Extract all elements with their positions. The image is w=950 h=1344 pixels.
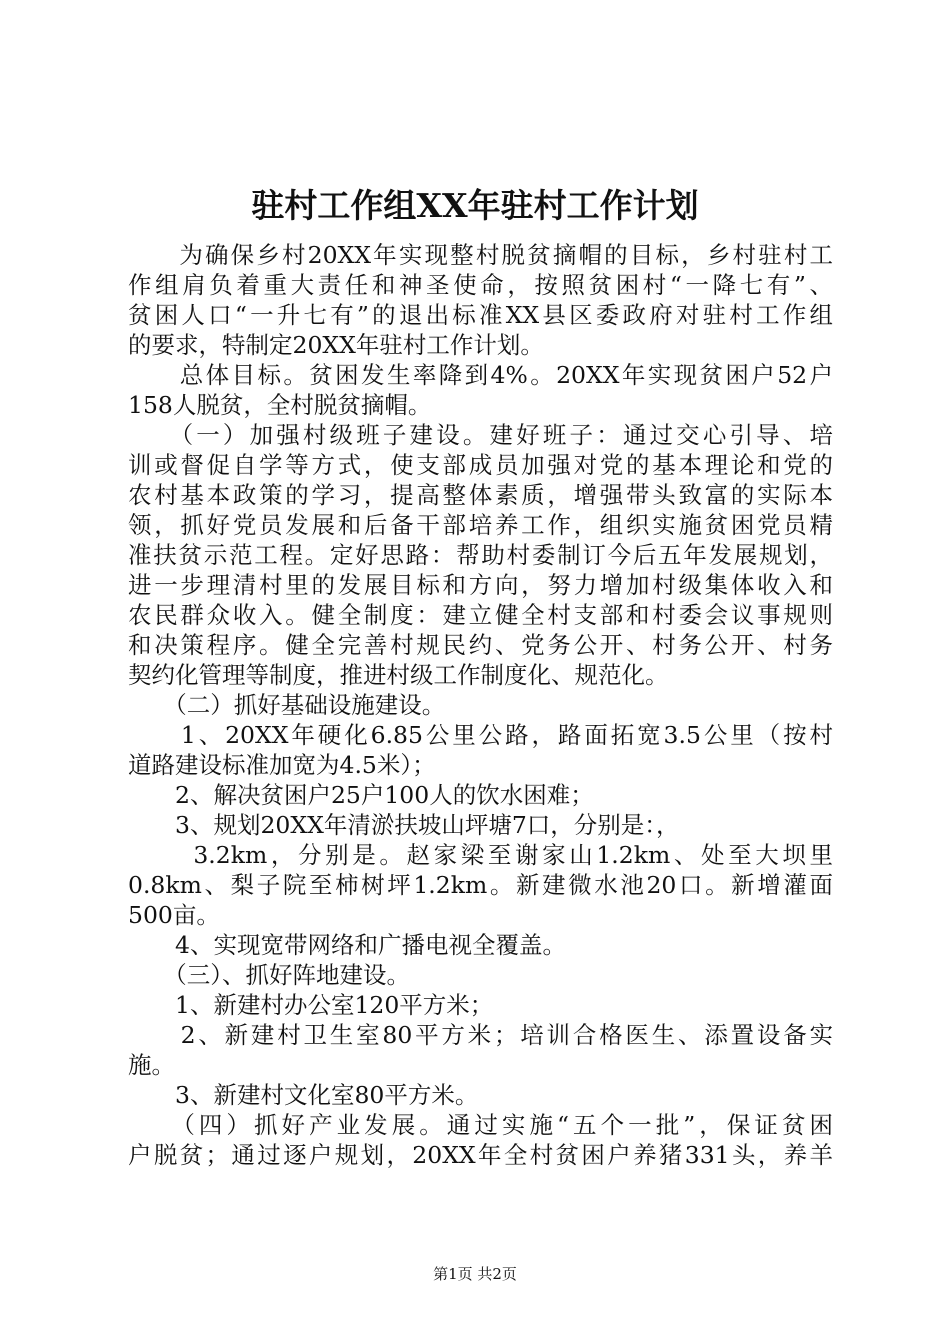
body-line: 契约化管理等制度，推进村级工作制度化、规范化。	[128, 661, 669, 689]
body-line: （三）、抓好阵地建设。	[128, 961, 410, 989]
document-body	[128, 240, 833, 1170]
body-line: 进一步理清村里的发展目标和方向，努力增加村级集体收入和	[128, 571, 833, 599]
body-line: 和决策程序。健全完善村规民约、党务公开、村务公开、村务	[128, 631, 833, 659]
page-footer: 第1页 共2页	[433, 1265, 517, 1283]
body-line: 农民群众收入。健全制度：建立健全村支部和村委会议事规则	[128, 601, 833, 629]
body-line: 领，抓好党员发展和后备干部培养工作，组织实施贫困党员精	[128, 511, 833, 539]
body-line: 农村基本政策的学习，提高整体素质，增强带头致富的实际本	[128, 481, 833, 509]
body-line: 2、新建村卫生室80平方米；培训合格医生、添置设备实	[128, 1021, 833, 1049]
body-line: 作组肩负着重大责任和神圣使命，按照贫困村“一降七有”、	[128, 271, 833, 299]
body-line: 道路建设标准加宽为4.5米）；	[128, 751, 436, 779]
body-line: 158人脱贫，全村脱贫摘帽。	[128, 391, 432, 419]
document-title: 驻村工作组XX年驻村工作计划	[251, 186, 699, 225]
body-line: 3、规划20XX年清淤扶坡山坪塘7口，分别是：，	[128, 811, 680, 839]
body-line: 3.2km，分别是。赵家梁至谢家山1.2km、处至大坝里	[128, 841, 833, 869]
body-line: 户脱贫；通过逐户规划，20XX年全村贫困户养猪331头，养羊	[128, 1141, 833, 1169]
body-line: 施。	[128, 1051, 175, 1079]
body-line: 500亩。	[128, 901, 220, 929]
body-line: 总体目标。贫困发生率降到4%。20XX年实现贫困户52户	[128, 361, 833, 389]
body-line: 的要求，特制定20XX年驻村工作计划。	[128, 331, 544, 359]
body-line: 1、20XX年硬化6.85公里公路，路面拓宽3.5公里（按村	[128, 721, 833, 749]
body-line: 4、实现宽带网络和广播电视全覆盖。	[128, 931, 566, 959]
body-line: 贫困人口“一升七有”的退出标准XX县区委政府对驻村工作组	[128, 301, 833, 329]
body-line: 为确保乡村20XX年实现整村脱贫摘帽的目标，乡村驻村工	[128, 241, 833, 269]
body-line: 0.8km、梨子院至柿树坪1.2km。新建微水池20口。新增灌面	[128, 871, 833, 899]
body-line: （一）加强村级班子建设。建好班子：通过交心引导、培	[128, 421, 833, 449]
body-line: （二）抓好基础设施建设。	[128, 691, 446, 719]
body-line: 1、新建村办公室120平方米；	[128, 991, 494, 1019]
body-line: 3、新建村文化室80平方米。	[128, 1081, 479, 1109]
body-line: （四）抓好产业发展。通过实施“五个一批”，保证贫困	[128, 1111, 833, 1139]
body-line: 2、解决贫困户25户100人的饮水困难；	[128, 781, 594, 809]
body-line: 训或督促自学等方式，使支部成员加强对党的基本理论和党的	[128, 451, 833, 479]
body-line: 准扶贫示范工程。定好思路：帮助村委制订今后五年发展规划，	[128, 541, 833, 569]
